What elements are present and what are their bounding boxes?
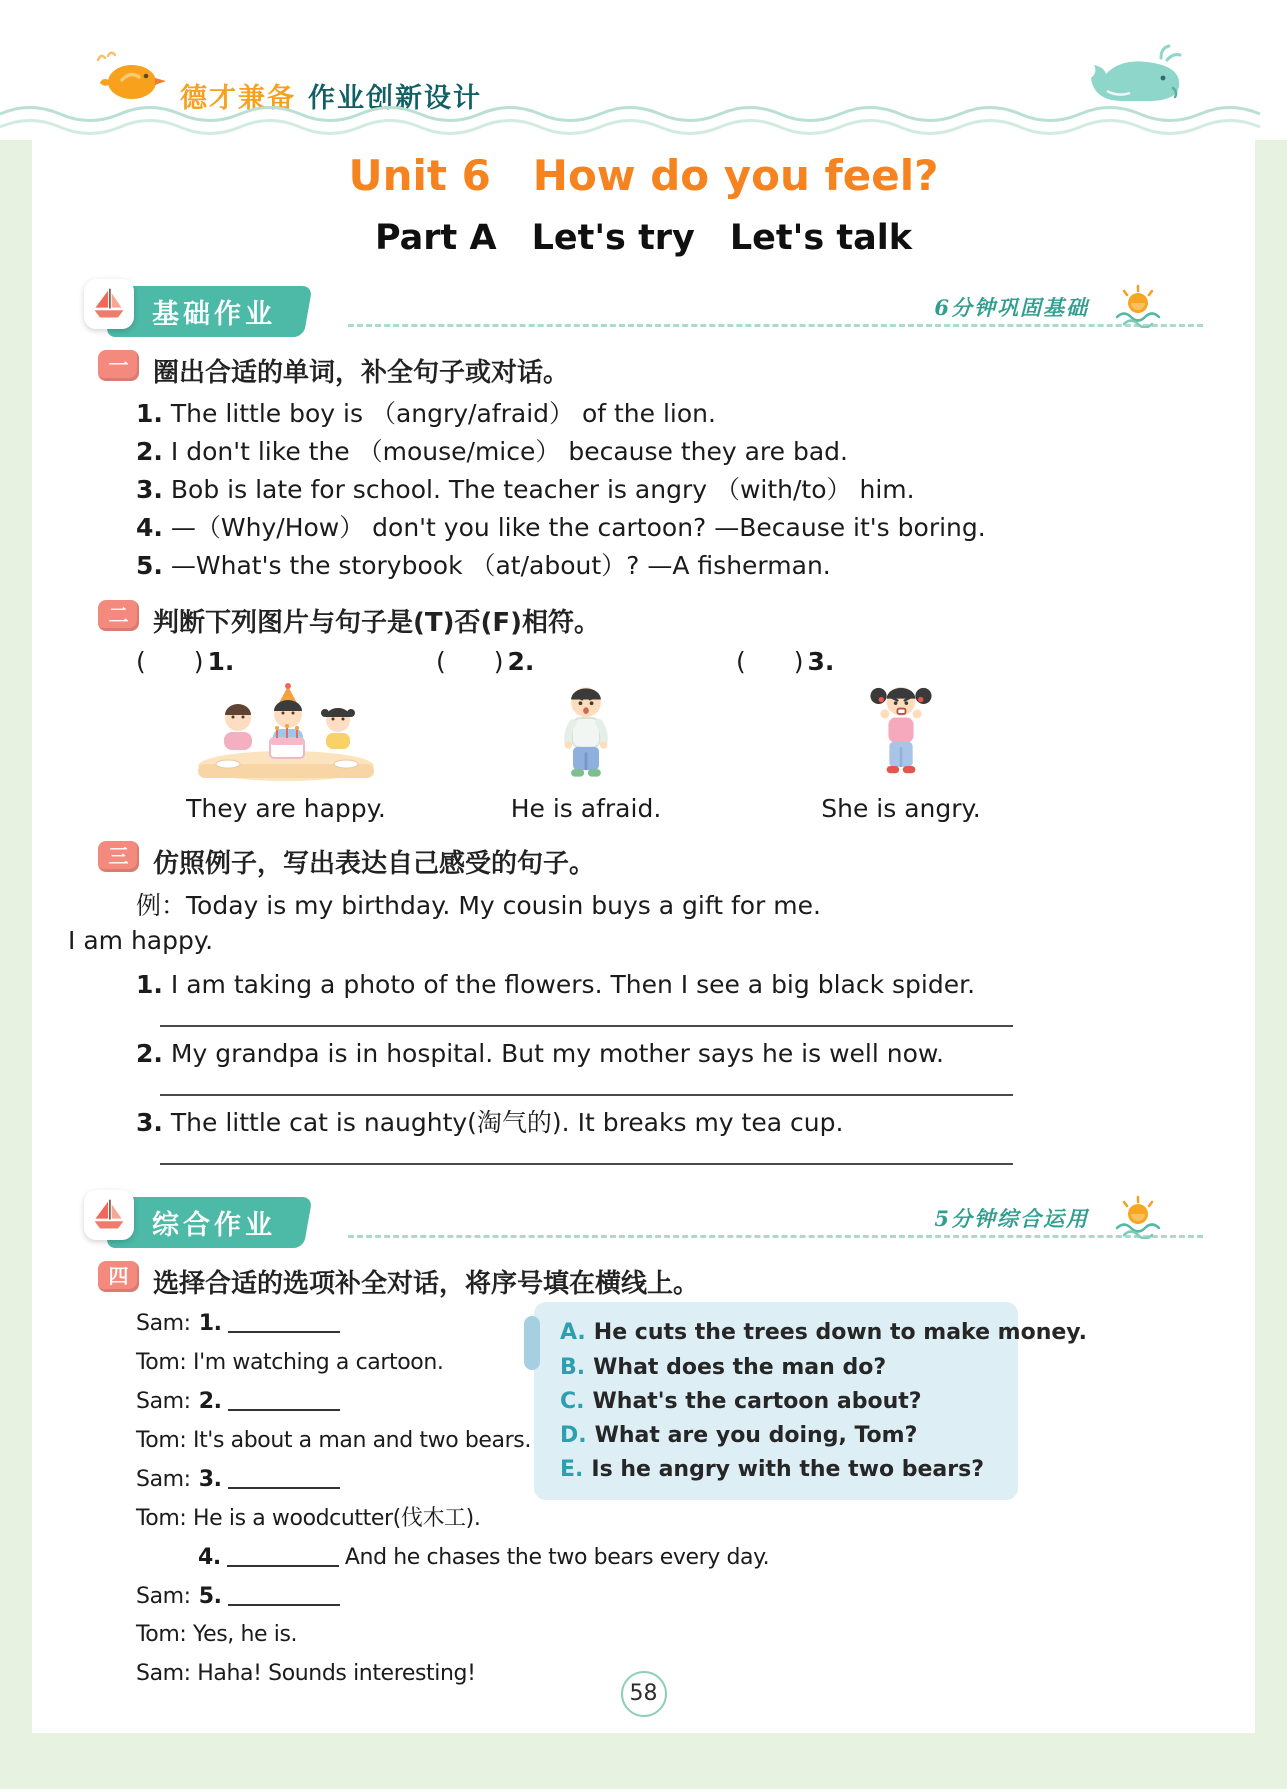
fill-in-blank [228, 1584, 340, 1606]
answer-blank-line [160, 1025, 1013, 1027]
example-sentence [136, 888, 1199, 923]
paren-open: ( [136, 647, 146, 677]
section-comprehensive-badge-label: 综合作业 [152, 1210, 276, 1242]
exercise-4-instruction: 选择合适的选项补全对话，将序号填在横线上。 [153, 1269, 700, 1300]
option-item [560, 1454, 1000, 1485]
dialogue-line [136, 1658, 1225, 1690]
option-text: He cuts the trees down to make money. [593, 1320, 1087, 1346]
exercise-item [136, 1106, 1199, 1139]
sailboat-icon [84, 279, 134, 329]
figure-column-3 [736, 647, 1066, 823]
exercise-item [136, 968, 1199, 1001]
item-number: 2. [136, 1039, 163, 1069]
dialogue-text: And he chases the two bears every day. [344, 1544, 770, 1570]
exercise-3-instruction: 仿照例子，写出表达自己感受的句子。 [153, 849, 596, 880]
item-text: I am taking a photo of the flowers. Then I see a big black spider. [170, 970, 976, 1000]
item-text: —（Why/How） don't you like the cartoon? —Because it's boring. [170, 513, 986, 543]
answer-paren [436, 647, 736, 676]
exercise-3-number-badge: 三 [98, 841, 139, 872]
exercise-item [136, 511, 1199, 544]
dashed-divider [348, 1235, 1203, 1238]
figure-column-2 [436, 647, 736, 823]
item-number: 5. [136, 551, 163, 581]
exercise-4-number-badge: 四 [98, 1261, 139, 1292]
exercise-1-instruction: 圈出合适的单词，补全句子或对话。 [153, 358, 570, 389]
item-number: 3. [136, 1108, 163, 1138]
angry-girl-illustration [736, 678, 1066, 784]
exercise-4-header [98, 1261, 1199, 1300]
figure-caption: He is afraid. [510, 794, 662, 824]
option-text: What does the man do? [593, 1354, 887, 1380]
exercise-2-figures [136, 647, 1225, 823]
fill-in-blank [228, 1311, 340, 1333]
exercise-item [136, 397, 1199, 430]
option-label: A. [560, 1320, 586, 1346]
figure-caption: They are happy. [186, 794, 386, 824]
sailboat-icon [84, 1190, 134, 1240]
dialogue-text: Tom: He is a woodcutter(伐木工). [136, 1505, 481, 1531]
brand-title-dark: 作业创新设计 [308, 83, 482, 114]
option-label: B. [560, 1354, 586, 1380]
item-number: 3. [807, 647, 835, 677]
item-number: 1. [136, 399, 163, 429]
part-title: Part A Let's try Let's talk [374, 218, 913, 259]
item-text: My grandpa is in hospital. But my mother says he is well now. [170, 1039, 944, 1069]
paren-close: ) [793, 647, 804, 677]
page-number-badge: 58 [621, 1671, 667, 1717]
option-item [560, 1386, 1000, 1417]
paren-open: ( [436, 647, 446, 677]
section-basic-badge [106, 286, 313, 337]
worksheet-paper [32, 140, 1255, 1733]
answer-blank-line [160, 1094, 1013, 1096]
item-text: I don't like the （mouse/mice） because they are bad. [170, 437, 848, 467]
example-answer: I am happy. [68, 926, 214, 956]
sun-icon [1111, 1195, 1165, 1243]
section-basic-badge-label: 基础作业 [152, 299, 276, 331]
item-number: 1. [207, 647, 235, 677]
exercise-item [136, 435, 1199, 468]
speaker-label: Sam: [136, 1311, 191, 1337]
fill-in-blank [227, 1545, 339, 1567]
birthday-family-illustration [136, 678, 436, 784]
bookmark-tab-icon [524, 1316, 540, 1370]
example-text: Today is my birthday. My cousin buys a gift for me. [186, 891, 821, 921]
item-number: 4. [136, 513, 163, 543]
item-number: 2. [136, 437, 163, 467]
blank-number: 2. [198, 1389, 222, 1415]
item-text: —What's the storybook （at/about）? —A fisherman. [170, 551, 831, 581]
header-wave-divider [0, 98, 1287, 144]
dialogue-line [136, 1581, 1225, 1613]
dialogue-text: Tom: It's about a man and two bears. [136, 1427, 531, 1453]
section-comprehensive-badge [106, 1197, 313, 1248]
paren-close: ) [493, 647, 504, 677]
figure-column-1 [136, 647, 436, 823]
fill-in-blank [228, 1467, 340, 1489]
exercise-3-header [98, 841, 1199, 880]
unit-title: Unit 6 How do you feel? [348, 151, 939, 200]
dialogue-text: Sam: Haha! Sounds interesting! [136, 1661, 476, 1687]
exercise-item [136, 549, 1199, 582]
option-text: Is he angry with the two bears? [591, 1457, 984, 1483]
option-text: What's the cartoon about? [592, 1388, 922, 1414]
dialogue-text: Tom: Yes, he is. [136, 1622, 298, 1648]
option-item [560, 1352, 1000, 1383]
options-box [534, 1302, 1087, 1500]
speaker-label: Sam: [136, 1466, 191, 1492]
paren-open: ( [736, 647, 746, 677]
answer-paren [736, 647, 1066, 676]
speaker-label: Sam: [136, 1583, 191, 1609]
speaker-label: Sam: [136, 1389, 191, 1415]
blank-number: 5. [198, 1583, 222, 1609]
option-label: C. [560, 1388, 585, 1414]
exercise-4-body [136, 1308, 1225, 1690]
page-header [0, 0, 1287, 140]
section-comprehensive-header [96, 1197, 1219, 1243]
section-basic-badge-wrap [110, 286, 308, 337]
item-number: 1. [136, 970, 163, 1000]
dialogue-line [136, 1619, 1225, 1651]
dialogue-line [198, 1542, 1225, 1574]
option-label: E. [560, 1457, 584, 1483]
item-number: 2. [507, 647, 535, 677]
item-text: The little cat is naughty(淘气的). It breaks my tea cup. [170, 1108, 844, 1138]
paren-close: ) [193, 647, 204, 677]
exercise-1-number-badge: 一 [98, 350, 139, 381]
exercise-item [136, 1037, 1199, 1070]
dialogue-line [136, 1503, 1225, 1535]
brand-title-orange: 德才兼备 [180, 83, 296, 114]
dashed-divider [348, 324, 1203, 327]
item-text: The little boy is （angry/afraid） of the lion. [170, 399, 716, 429]
section-comprehensive-time-note: 5分钟综合运用 [934, 1206, 1089, 1232]
exercise-2-header [98, 600, 1199, 639]
exercise-2-instruction: 判断下列图片与句子是(T)否(F)相符。 [153, 608, 601, 639]
afraid-boy-illustration [436, 678, 736, 784]
item-number: 3. [136, 475, 163, 505]
exercise-item [136, 473, 1199, 506]
exercise-1-items [136, 397, 1199, 582]
sun-icon [1111, 284, 1165, 332]
exercise-1-header [98, 350, 1199, 389]
section-comprehensive-badge-wrap [110, 1197, 308, 1248]
exercise-2-number-badge: 二 [98, 600, 139, 631]
section-basic-time-note: 6分钟巩固基础 [934, 295, 1089, 321]
dialogue-text: Tom: I'm watching a cartoon. [136, 1350, 444, 1376]
option-text: What are you doing, Tom? [594, 1423, 918, 1448]
option-item [560, 1420, 1000, 1451]
figure-caption: She is angry. [821, 794, 981, 824]
option-item [560, 1317, 1087, 1348]
item-text: Bob is late for school. The teacher is angry （with/to） him. [170, 475, 915, 505]
blank-number: 3. [198, 1466, 222, 1492]
option-label: D. [560, 1423, 587, 1448]
blank-number: 4. [198, 1544, 221, 1570]
blank-number: 1. [198, 1311, 222, 1337]
answer-paren [136, 647, 436, 676]
section-basic-header [96, 286, 1219, 332]
answer-blank-line [160, 1163, 1013, 1165]
example-label: 例： [136, 891, 187, 921]
fill-in-blank [228, 1389, 340, 1411]
